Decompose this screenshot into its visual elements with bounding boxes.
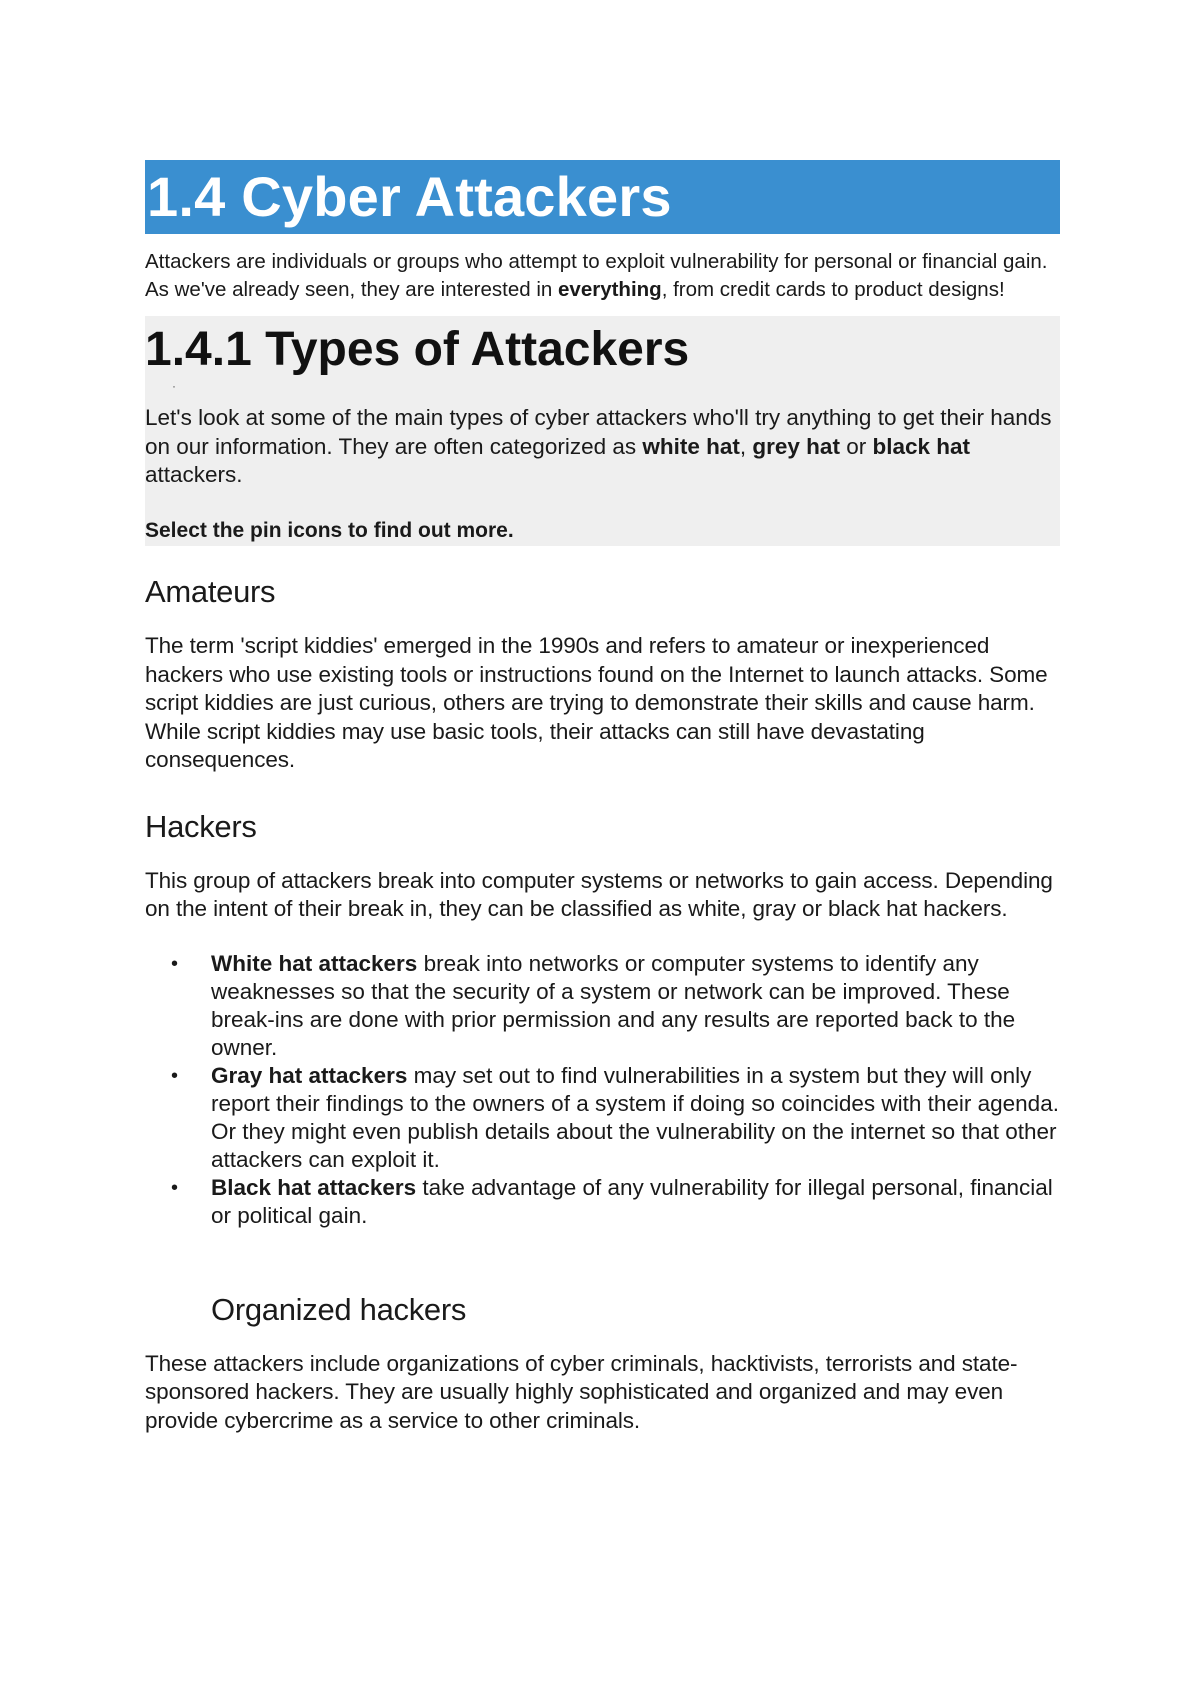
amateurs-heading: Amateurs [145,574,276,609]
page-title: 1.4 Cyber Attackers [145,160,1060,234]
organized-hackers-heading: Organized hackers [211,1291,467,1327]
list-item [171,1062,1060,1174]
amateurs-paragraph: The term 'script kiddies' emerged in the 1990s and refers to amateur or inexperienced hackers who use existing tools or instructions found on the Internet to launch attacks. Some script kiddies are just curious, others are trying to demonstrate their skills and cause harm. While script kiddies may use basic tools, their attacks can still have devastating consequences. [145,633,1048,772]
list-item-text: break into networks or computer systems to identify any weaknesses so that the security of a system or network can be improved. These break-ins are done with prior permission and any results are reported back to the owner. [211,950,1016,1060]
intro-emphasis: everything [558,278,662,301]
hackers-heading: Hackers [145,808,257,844]
list-item-term: Black hat attackers [211,1174,417,1200]
intro-text-end: , from credit cards to product designs! [661,278,1005,301]
types-text-start: Let's look at some of the main types of cyber attackers who'll try anything to get their hands on our information. They are often categorized as [145,405,1052,459]
bullet-icon: • [171,1176,179,1199]
white-hat-term: white hat [642,433,740,459]
types-text-end: attackers. [145,462,243,487]
intro-paragraph [145,248,1060,304]
hat-types-list [145,950,1060,1230]
intro-text-start: Attackers are individuals or groups who attempt to exploit vulnerability for personal or financial gain. As we've already seen, they are interested in [145,250,1048,301]
bullet-icon: • [171,952,179,975]
list-item [171,1174,1060,1230]
types-of-attackers-panel [145,316,1060,546]
types-dot-mark: · [172,379,176,393]
list-item-term: Gray hat attackers [211,1062,408,1088]
types-heading: 1.4.1 Types of Attackers [145,323,690,376]
list-item-text: may set out to find vulnerabilities in a system but they will only report their findings to the owners of a system if doing so coincides with their agenda. Or they might even publish details about the vulnerability on the internet so that other attackers can exploit it. [211,1062,1059,1172]
hackers-paragraph: This group of attackers break into computer systems or networks to gain access. Depending on the intent of their break in, they can be classified as white, gray or black hat hackers. [145,867,1053,921]
list-item [171,950,1060,1062]
black-hat-term: black hat [872,433,970,459]
pin-instruction: Select the pin icons to find out more. [145,518,514,542]
list-item-term: White hat attackers [211,950,418,976]
types-paragraph [145,404,1060,490]
document-page [145,160,1060,1435]
list-item-text: take advantage of any vulnerability for illegal personal, financial or political gain. [211,1174,1053,1228]
organized-hackers-paragraph: These attackers include organizations of cyber criminals, hacktivists, terrorists and state-sponsored hackers. They are usually highly sophisticated and organized and may even provide cybercrime as a service to other criminals. [145,1350,1018,1433]
grey-hat-term: grey hat [752,433,840,459]
types-separator: , [739,433,753,459]
bullet-icon: • [171,1064,179,1087]
types-or: or [839,433,873,459]
